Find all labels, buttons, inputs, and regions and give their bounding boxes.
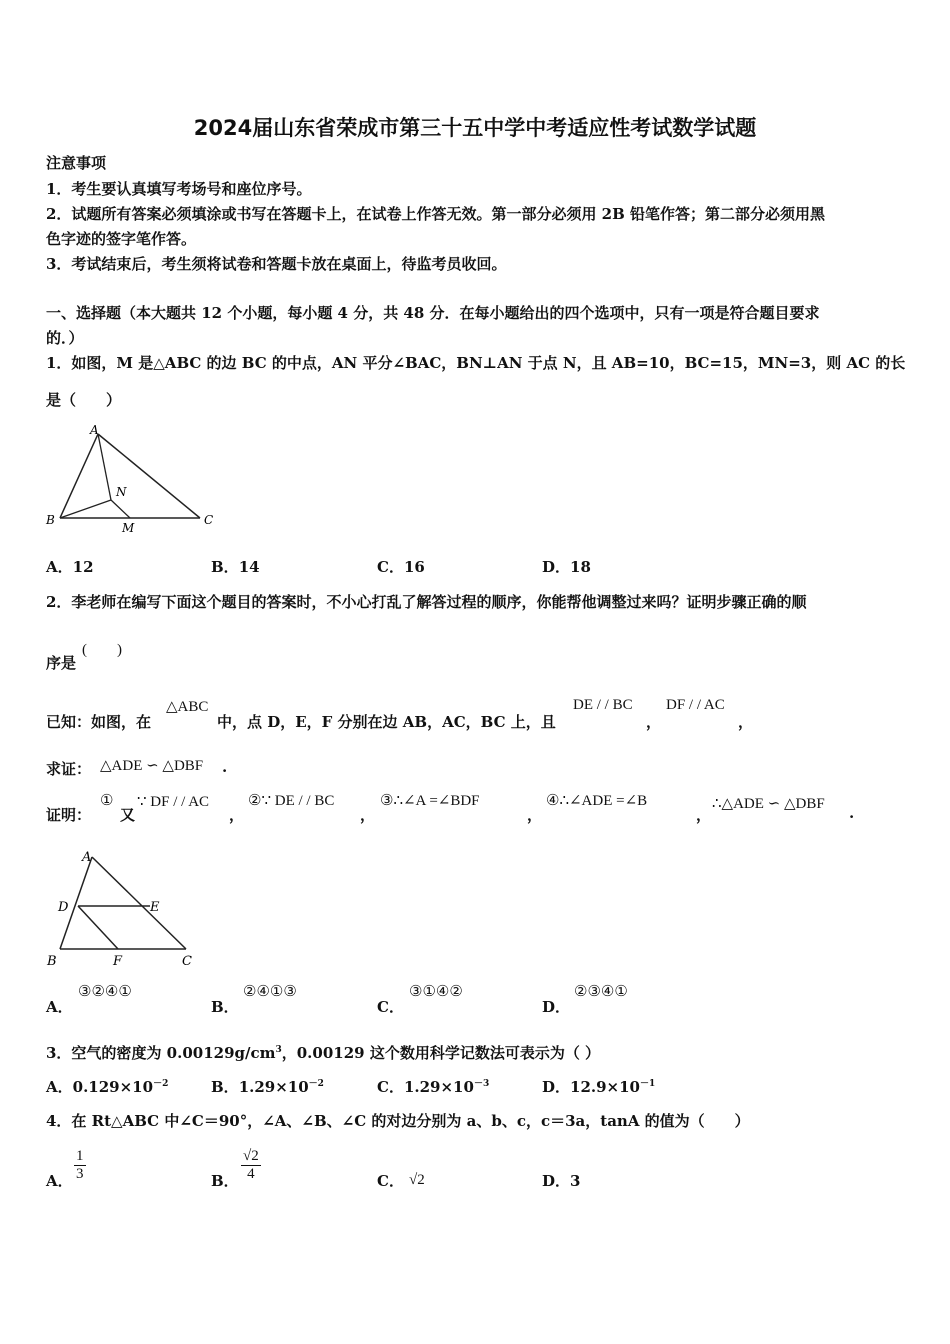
q4-option-a-letter[interactable]: A． [46,1172,73,1190]
q1-option-d[interactable]: D．18 [542,558,591,576]
q2-step-1-number: ① [100,793,114,809]
q4-option-b-letter[interactable]: B． [211,1172,239,1190]
q2-stem: 2．李老师在编写下面这个题目的答案时，不小心打乱了解答过程的顺序，你能帮他调整过来吗？证明步骤正确的顺 [46,593,807,611]
q1-segment-ac [98,434,200,518]
q2-step-3: ③∴∠A =∠BDF [380,793,480,809]
q2-blank-paren: ( ) [82,642,122,658]
q2-prove-expression: △ADE ∽ △DBF [100,758,204,774]
q2-comma: ， [738,713,754,731]
q3-option-d[interactable]: D．$12.9\times 10^{-1}$ [542,1078,656,1096]
q2-comma: ， [527,806,543,824]
q2-given-text: 中，点 D，E，F 分别在边 AB，AC，BC 上，且 [217,713,556,731]
q2-label-b: B [47,954,57,969]
q1-label-b: B [46,513,55,527]
section-heading-cont: 的．） [46,329,84,347]
q2-option-a-value[interactable]: ③②④① [78,984,132,1000]
q2-segment-df [78,906,118,949]
q1-label-a: A [90,423,99,437]
notice-heading: 注意事项 [46,154,107,172]
q1-label-c: C [204,513,214,527]
q2-period: . [849,804,855,822]
q2-given-condition-2: DF / / AC [666,697,725,713]
q1-segment-ab [60,434,98,518]
q4-stem: 4．在 Rt△ABC 中∠C＝90°，∠A、∠B、∠C 的对边分别为 a、b、c，c＝3a，tanA 的值为（ ） [46,1112,750,1130]
q1-label-n: N [116,485,127,499]
q2-option-a-letter[interactable]: A． [46,998,73,1016]
q2-option-d-value[interactable]: ②③④① [574,984,628,1000]
notice-item: 2．试题所有答案必须填涂或书写在答题卡上，在试卷上作答无效。第一部分必须用 2B 铅笔作答；第二部分必须用黑 [46,205,826,223]
q1-label-m: M [122,521,135,535]
notice-item: 1．考生要认真填写考场号和座位序号。 [46,180,312,198]
q1-triangle-figure [40,420,230,540]
q2-given-prefix: 已知：如图，在 [46,713,152,731]
q3-stem: 3．空气的密度为 $0.00129g/cm^3$，0.00129 这个数用科学记数法可表示为（ ） [46,1044,601,1062]
q2-proof-label: 证明： [46,806,92,824]
q2-option-c-letter[interactable]: C． [377,998,404,1016]
q4-option-c-value[interactable]: √2 [409,1172,425,1188]
q4-option-c-letter[interactable]: C． [377,1172,404,1190]
q2-period: . [222,758,228,776]
q4-option-d[interactable]: D．3 [542,1172,581,1190]
q3-option-c[interactable]: C．$1.29\times 10^{-3}$ [377,1078,490,1096]
q2-label-e: E [150,900,160,915]
q1-segment-nm [111,500,130,518]
q2-label-a: A [82,850,92,865]
q2-option-d-letter[interactable]: D． [542,998,571,1016]
q2-label-f: F [113,954,123,969]
q2-comma: ， [360,806,376,824]
q2-step-1: ∵ DF / / AC [137,794,210,810]
q2-triangle-figure [40,845,205,975]
q2-option-b-letter[interactable]: B． [211,998,239,1016]
q1-stem-cont: 是（ ） [46,391,122,409]
q1-option-c[interactable]: C．16 [377,558,425,576]
q2-step-1-you: 又 [120,806,136,824]
q2-step-2: ②∵ DE / / BC [248,793,335,809]
q2-option-c-value[interactable]: ③①④② [409,984,463,1000]
q4-option-b-fraction[interactable]: $\frac{√2}{4}$ [243,1148,259,1182]
q1-stem: 1．如图，M 是△ABC 的边 BC 的中点，AN 平分∠BAC，BN⊥AN 于点 N，且 AB=10，BC=15，MN=3，则 AC 的长 [46,354,906,372]
section-heading: 一、选择题（本大题共 12 个小题，每小题 4 分，共 48 分．在每小题给出的四个选项中，只有一项是符合题目要求 [46,304,820,322]
q2-option-b-value[interactable]: ②④①③ [243,984,297,1000]
notice-item: 色字迹的签字笔作答。 [46,230,197,248]
q2-comma: ， [646,713,662,731]
page-title: 2024届山东省荣成市第三十五中学中考适应性考试数学试题 [193,116,757,140]
q1-option-b[interactable]: B．14 [211,558,260,576]
q1-option-a[interactable]: A．12 [46,558,94,576]
q2-prove-label: 求证： [46,760,92,778]
q2-given-triangle: △ABC [166,699,209,715]
q2-comma: ， [696,806,712,824]
q4-option-a-fraction[interactable]: $\frac{1}{3}$ [76,1148,84,1182]
q2-label-c: C [182,954,192,969]
q3-option-b[interactable]: B．$1.29\times 10^{-2}$ [211,1078,324,1096]
q2-step-4: ④∴∠ADE =∠B [546,793,648,809]
notice-item: 3．考试结束后，考生须将试卷和答题卡放在桌面上，待监考员收回。 [46,255,507,273]
q2-stem-cont: 序是 [46,654,77,672]
q3-option-a[interactable]: A．$0.129\times 10^{-2}$ [46,1078,169,1096]
q2-comma: ， [229,806,245,824]
q2-label-d: D [58,900,69,915]
q2-conclusion: ∴△ADE ∽ △DBF [712,796,825,812]
q2-given-condition-1: DE / / BC [573,697,633,713]
